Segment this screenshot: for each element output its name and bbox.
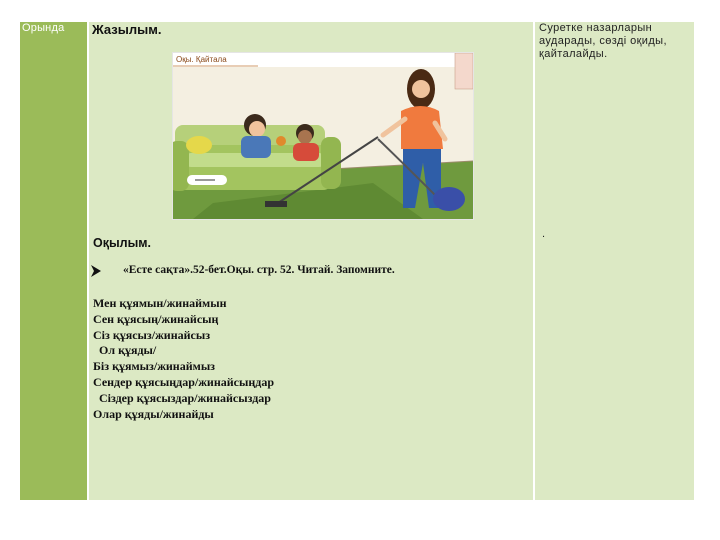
illustration-drawing bbox=[173, 53, 473, 219]
reading-heading: Оқылым. bbox=[93, 236, 151, 250]
notes-dot: . bbox=[542, 228, 546, 240]
conjugation-line: Сіз құясыз/жинайсыз bbox=[93, 327, 211, 342]
conjugation-list bbox=[93, 296, 274, 422]
lesson-table bbox=[20, 22, 694, 500]
stage-column bbox=[20, 22, 87, 500]
conjugation-line: Олар құяды/жинайды bbox=[93, 406, 214, 421]
conjugation-line: Сен құясың/жинайсың bbox=[93, 311, 219, 326]
arrow-right-bullet-icon bbox=[91, 265, 101, 277]
notes-text: Суретке назарларын аударады, сөзді оқиды, қайталайды. bbox=[539, 22, 667, 60]
conjugation-line: Сендер құясыңдар/жинайсыңдар bbox=[93, 374, 275, 389]
conjugation-line: Біз құямыз/жинаймыз bbox=[93, 359, 216, 374]
bullet-text: «Есте сақта».52-бет.Оқы. стр. 52. Читай. Запомните. bbox=[123, 264, 395, 276]
main-content-column bbox=[89, 22, 533, 500]
writing-heading: Жазылым. bbox=[92, 22, 162, 37]
conjugation-line: Ол құяды/ bbox=[93, 343, 157, 358]
cleaning-illustration bbox=[172, 52, 474, 220]
illustration-caption: Оқы. Қайтала bbox=[176, 55, 227, 64]
stage-label: Орында bbox=[22, 22, 65, 34]
conjugation-line: Мен құямын/жинаймын bbox=[93, 296, 227, 310]
bullet-item bbox=[91, 264, 531, 280]
notes-column bbox=[535, 22, 694, 500]
conjugation-line: Сіздер құясыздар/жинайсыздар bbox=[93, 390, 271, 405]
